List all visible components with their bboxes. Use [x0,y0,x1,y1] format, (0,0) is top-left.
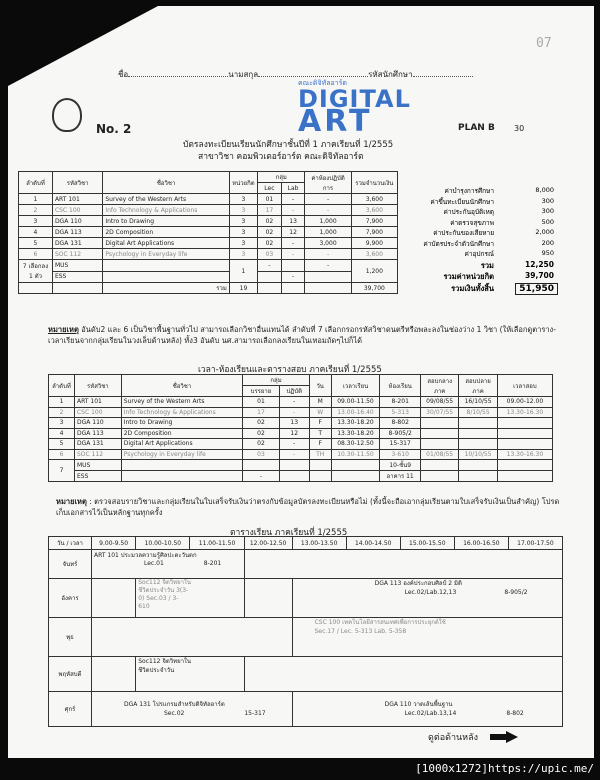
tt-cell-mid [420,418,458,429]
tt-cell-no: 5 [49,439,75,450]
reg-cell-name: 2D Composition [103,227,230,238]
col-no: ลำดับที่ [19,172,53,194]
doc-subtitle: สาขาวิชา คอมพิวเตอร์อาร์ต คณะดิจิทัลอาร์ต [198,152,364,162]
reg-cell-code: DGA 113 [52,227,102,238]
note-2 [56,496,561,518]
tt-cell-final [459,428,497,439]
tt-cell-lab: 13 [279,418,309,429]
tt-cell-mid: 01/08/55 [420,449,458,460]
fee-label: ค่าอุปกรณ์ [464,250,494,258]
university-seal-icon [52,98,82,132]
tt-cell-final: 8/10/55 [459,407,497,418]
reg-cell-code: CSC 100 [52,205,102,216]
col-group: กลุ่ม [258,172,305,183]
tt-cell-day: M [309,397,331,408]
fee-item [408,271,558,283]
tt-room-a: 10-ชั้น9 [380,460,421,471]
tt-cell-lab: - [279,397,309,408]
tt-cell-time: 13.30-18.20 [331,418,380,429]
fee-label: ค่าประกันอุบัติเหตุ [443,208,494,216]
tt-cell-time: 13.00-16.40 [331,407,380,418]
tt-cell-code: SOC 112 [74,449,121,460]
reg-cell-no: 4 [19,227,53,238]
reg-cell-total: 7,900 [351,216,397,227]
tt-cell-lec: 02 [243,428,279,439]
tt-cell-mid: 09/08/55 [420,397,458,408]
tt-cell-lec: 01 [243,397,279,408]
note-2-text: : ตรวจสอบรายวิชาและกลุ่มเรียนในใบเสร็จรับเงินว่าตรงกับข้อมูลบัตรลงทะเบียนหรือไม่ (ทั้งนี้จะถือเอากลุ่มเรียนตามใบเสร็จรับเงินเป็นสำคัญ) โปรดเก็บเอกสารไว้เป็นหลักฐานทุกครั้ง [56,497,560,517]
tt-col-day: วัน [309,375,331,397]
col-lab-fee: ค่าห้องปฏิบัติการ [305,172,351,194]
fee-label: ค่าบำรุงการศึกษา [444,187,494,195]
reg-cell-fee: - [305,205,351,216]
tt-cell-day: T [309,428,331,439]
class-soc112-tue: Soc112 จิตวิทยาใน ชีวิตประจำวัน 3(3- 0) Sec.03 / 3- 610 [136,579,244,618]
reg-cell-code: ART 101 [52,194,102,205]
tt-col-practice: ปฏิบัติ [279,386,309,397]
note-1 [48,324,568,346]
tt-cell-room: 5-313 [380,407,421,418]
tt-cell-etime: 13.30-16.30 [497,407,552,418]
fee-value: 200 [541,238,554,247]
tt-elective-no: 7 [49,460,75,482]
day-tue: อังคาร [49,579,92,618]
timetable-row [49,439,553,450]
tt-cell-code: DGA 110 [74,418,121,429]
reg-cell-lec: 17 [258,205,282,216]
tt-cell-day: W [309,407,331,418]
tt-col-lecture: บรรยาย [243,386,279,397]
document-page [8,6,594,758]
fee-value: 500 [541,217,554,226]
reg-cell-name: Survey of the Western Arts [103,194,230,205]
time-slot-header: 11.00-11.50 [190,537,244,550]
fee-value: 950 [541,249,554,257]
tt-cell-day: TH [309,449,331,460]
tt-cell-time: 08.30-12.50 [331,439,380,450]
weekly-schedule [48,536,563,727]
reg-cell-lab: - [281,249,305,260]
tt-cell-name: Survey of the Western Arts [121,397,243,408]
tt-cell-code: CSC 100 [74,407,121,418]
reg-cell-lec: 03 [258,249,282,260]
day-fri: ศุกร์ [49,692,92,727]
tt-cell-room: 8-802 [380,418,421,429]
fee-item [408,197,558,208]
tt-cell-name: Intro to Drawing [121,418,243,429]
tt-cell-code: ART 101 [74,397,121,408]
class-soc112-thu: Soc112 จิตวิทยาใน ชีวิตประจำวัน [136,657,244,692]
tt-cell-code: DGA 131 [74,439,121,450]
fee-item [408,228,558,239]
plan-number: 30 [514,124,525,133]
reg-cell-total: 3,600 [351,194,397,205]
reg-cell-code: DGA 110 [52,216,102,227]
reg-cell-code: DGA 131 [52,238,102,249]
tt-cell-final [459,418,497,429]
plan-label: PLAN B [458,123,495,133]
class-dga113: DGA 113 องค์ประกอบศิลป์ 2 มิติ Lec.02/Lab.12,13 8-905/2 [292,579,562,618]
reg-cell-credits: 3 [229,249,257,260]
student-id-label: รหัสนักศึกษา [368,70,413,79]
fee-label: รวมค่าหน่วยกิต [443,272,494,281]
tt-cell-room: 3-610 [380,449,421,460]
reg-cell-lab: 12 [281,227,305,238]
fee-label: ค่าประกันของเสียหาย [433,229,494,237]
timetable-row [49,428,553,439]
tt-cell-lab: 12 [279,428,309,439]
logo-text-art: ART [298,104,373,139]
tt-col-name: ชื่อวิชา [121,375,243,397]
sum-credits: 19 [229,283,257,294]
registration-row [19,249,398,260]
fee-item [408,218,558,229]
schedule-title: ตารางเรียน ภาคเรียนที่ 1/2555 [230,528,348,538]
reg-cell-no: 3 [19,216,53,227]
tt-cell-name: Psychology in Everyday life [121,449,243,460]
reg-cell-credits: 3 [229,238,257,249]
tt-col-final: สอบปลายภาค [459,375,497,397]
tt-cell-lec: 02 [243,418,279,429]
tt-cell-no: 4 [49,428,75,439]
tt-cell-etime: 09.00-12.00 [497,397,552,408]
registration-row [19,227,398,238]
fee-item [408,186,558,197]
day-thu: พฤหัสบดี [49,657,92,692]
registration-table: ลำดับที่ รหัสวิชา ชื่อวิชา หน่วยกิต กลุ่ม ค่าห้องปฏิบัติการ รวมจำนวนเงิน Lec Lab 1 ART 101 Survey of the Western Arts 3 01 - - 3,600 2 CSC 100 Info Technology & Applications 3 17 - - 3,600 3 DGA 110 Intro to Drawing 3 02 13 1,000 7,900 4 DGA 113 2D Composition 3 02 12 1,000 7,900 5 DGA 131 Digital Art Applications 3 02 - 3,000 9,900 6 SOC 112 Psychology in Everyday life 3 03 - - 3,600 7 เลือกลง 1 ตัว MUS 1 - - 1,200 ESS - รวม 19 39,700 [18,171,398,294]
tt-cell-time: 10.30-11.50 [331,449,380,460]
fee-label: รวมเงินทั้งสิ้น [451,283,494,293]
doc-number: No. 2 [96,122,132,136]
tt-cell-lec: 02 [243,439,279,450]
reg-cell-no: 2 [19,205,53,216]
class-csc100: CSC 100 เทคโนโลยีสารสนเทศเพื่อการประยุกต์ใช้ Sec.17 / Lec. 5-313 Lab. 5-358 [292,618,562,657]
tt-cell-time: 13.30-18.20 [331,428,380,439]
tt-cell-no: 1 [49,397,75,408]
reg-cell-no: 1 [19,194,53,205]
tt-col-exam-time: เวลาสอบ [497,375,552,397]
fee-value: 12,250 [525,259,554,269]
fee-value: 39,700 [525,271,554,280]
tt-cell-etime [497,418,552,429]
class-art101: ART 101 ประมวลความรู้ศิลปะตะวันตก Lec.01 8-201 [92,550,245,579]
registration-row [19,205,398,216]
col-total: รวมจำนวนเงิน [351,172,397,194]
registration-row [19,238,398,249]
col-lec: Lec [258,183,282,194]
time-slot-header: 9.00-9.50 [92,537,136,550]
elective-ess: ESS [52,271,102,283]
fee-value: 300 [541,196,554,205]
fee-item [408,260,558,272]
time-slot-header: 13.00-13.50 [292,537,346,550]
fee-value: 300 [541,207,554,215]
name-line [118,68,473,81]
fee-label: รวม [480,260,494,270]
reg-cell-fee: - [305,194,351,205]
tt-cell-room: 8-905/2 [380,428,421,439]
class-dga110: DGA 110 วาดเส้นพื้นฐาน Lec.02/Lab.13,14 8-802 [292,692,562,727]
col-name: ชื่อวิชา [103,172,230,194]
col-lab: Lab [281,183,305,194]
fee-value: 2,000 [535,228,554,236]
tt-cell-lab: - [279,407,309,418]
elective-credits: 1 [229,260,257,283]
see-back-label: ดูต่อด้านหลัง [428,733,478,743]
fee-item [408,283,558,295]
tt-col-group: กลุ่ม [243,375,309,386]
tt-col-code: รหัสวิชา [74,375,121,397]
schedule-corner: วัน / เวลา [49,537,92,550]
reg-cell-credits: 3 [229,216,257,227]
logo-text-digital: DIGITAL [298,85,411,113]
timetable-row [49,407,553,418]
tt-col-room: ห้องเรียน [380,375,421,397]
doc-title: บัตรลงทะเบียนเรียนนักศึกษาชั้นปีที่ 1 ภาคเรียนที่ 1/2555 [183,140,394,150]
reg-cell-fee: 3,000 [305,238,351,249]
timetable-row [49,418,553,429]
tt-elective-ess: ESS [74,471,121,482]
time-slot-header: 10.00-10.50 [136,537,190,550]
timetable-row [49,397,553,408]
tt-cell-room: 8-201 [380,397,421,408]
tt-cell-final [459,439,497,450]
reg-cell-credits: 3 [229,194,257,205]
tt-cell-final: 16/10/55 [459,397,497,408]
tt-col-time: เวลาเรียน [331,375,380,397]
reg-cell-lec: 02 [258,216,282,227]
tt-elective-mus: MUS [74,460,121,471]
reg-cell-lab: - [281,205,305,216]
fee-item [408,207,558,218]
tt-cell-mid [420,428,458,439]
day-wed: พุธ [49,618,92,657]
note-1-text: อันดับ2 และ 6 เป็นวิชาพื้นฐานทั่วไป สามารถเลือกวิชาอื่นแทนได้ ลำดับที่ 7 เลือกกรอกรหัสวิชาดนตรีหรือพละลงในช่องว่าง 1 วิชา (ให้เลือกดูตาราง-เวลาเรียนจากกลุ่มเรียนในวงเล็บด้านหลัง) ทั้ง3 อันดับ นศ.สามารถเลือกลงเรียนในเทอมถัดๆไปก็ได้ [48,325,556,345]
reg-cell-lec: 02 [258,227,282,238]
sum-label: รวม [103,283,230,294]
timetable-title: เวลา-ห้องเรียนและตารางสอบ ภาคเรียนที่ 1/2555 [198,365,382,375]
fee-label: ค่าบัตรประจำตัวนักศึกษา [423,239,494,248]
reg-cell-fee: 1,000 [305,227,351,238]
time-slot-header: 15.00-15.50 [400,537,454,550]
reg-cell-name: Psychology in Everyday life [103,249,230,260]
fee-label: ค่าขึ้นทะเบียนนักศึกษา [430,197,494,206]
tt-cell-no: 2 [49,407,75,418]
tt-cell-name: Info Technology & Applications [121,407,243,418]
tt-elective-lec: - [243,471,279,482]
corner-number: 07 [536,36,552,51]
tt-col-no: ลำดับที่ [49,375,75,397]
reg-cell-fee: - [305,249,351,260]
reg-cell-no: 6 [19,249,53,260]
tt-room-b: อาคาร 11 [380,471,421,482]
tt-cell-final: 10/10/55 [459,449,497,460]
reg-cell-fee: 1,000 [305,216,351,227]
reg-cell-lec: 01 [258,194,282,205]
tt-cell-day: F [309,418,331,429]
registration-row [19,194,398,205]
watermark: [1000x1272]https://upic.me/ [0,758,600,780]
fee-value: 8,000 [535,186,554,194]
tt-cell-name: Digital Art Applications [121,439,243,450]
elective-cell: 7 เลือกลง 1 ตัว [19,260,53,283]
reg-cell-total: 7,900 [351,227,397,238]
tt-cell-mid [420,439,458,450]
reg-cell-credits: 3 [229,205,257,216]
day-mon: จันทร์ [49,550,92,579]
elective-mus: MUS [52,260,102,272]
fee-item [408,249,558,260]
tt-cell-etime [497,439,552,450]
tt-cell-day: F [309,439,331,450]
tt-cell-lab: - [279,439,309,450]
tt-cell-etime: 13.30-16.30 [497,449,552,460]
time-slot-header: 12.00-12.50 [244,537,292,550]
tt-cell-etime [497,428,552,439]
reg-cell-lab: - [281,194,305,205]
tt-cell-mid: 30/07/55 [420,407,458,418]
reg-cell-name: Intro to Drawing [103,216,230,227]
tt-cell-name: 2D Composition [121,428,243,439]
fee-item [408,239,558,250]
fee-label: ค่าตรวจสุขภาพ [450,218,494,227]
col-code: รหัสวิชา [52,172,102,194]
reg-cell-total: 9,900 [351,238,397,249]
class-dga131: DGA 131 โปรแกรมสำหรับดิจิทัลอาร์ต Sec.02 15-317 [92,692,293,727]
reg-cell-no: 5 [19,238,53,249]
tt-cell-lab: - [279,449,309,460]
sum-total: 39,700 [351,283,397,294]
time-slot-header: 16.00-16.50 [454,537,508,550]
tt-cell-code: DGA 113 [74,428,121,439]
reg-cell-total: 3,600 [351,205,397,216]
timetable-table [48,374,553,482]
reg-cell-lec: 02 [258,238,282,249]
reg-cell-code: SOC 112 [52,249,102,260]
tt-cell-no: 3 [49,418,75,429]
logo-faculty-text: คณะดิจิทัลอาร์ต [298,79,347,87]
note-1-label: หมายเหตุ [48,325,79,334]
tt-cell-lec: 17 [243,407,279,418]
col-credits: หน่วยกิต [229,172,257,194]
tt-cell-lec: 03 [243,449,279,460]
reg-cell-name: Info Technology & Applications [103,205,230,216]
reg-cell-lab: 13 [281,216,305,227]
fee-value: 51,950 [515,283,558,295]
reg-cell-credits: 3 [229,227,257,238]
tt-col-mid: สอบกลางภาค [420,375,458,397]
fees-list [408,186,558,294]
arrow-right-icon [506,731,518,743]
tt-cell-time: 09.00-11.50 [331,397,380,408]
reg-cell-name: Digital Art Applications [103,238,230,249]
reg-cell-lab: - [281,238,305,249]
note-2-label: หมายเหตุ [56,497,87,506]
digital-art-logo [298,78,411,139]
elective-total: 1,200 [351,260,397,283]
time-slot-header: 14.00-14.50 [346,537,400,550]
time-slot-header: 17.00-17.50 [508,537,562,550]
reg-cell-total: 3,600 [351,249,397,260]
name-label: ชื่อ [118,70,129,79]
tt-cell-room: 15-317 [380,439,421,450]
timetable-row [49,449,553,460]
registration-row [19,216,398,227]
tt-cell-no: 6 [49,449,75,460]
surname-label: นามสกุล [228,70,259,79]
